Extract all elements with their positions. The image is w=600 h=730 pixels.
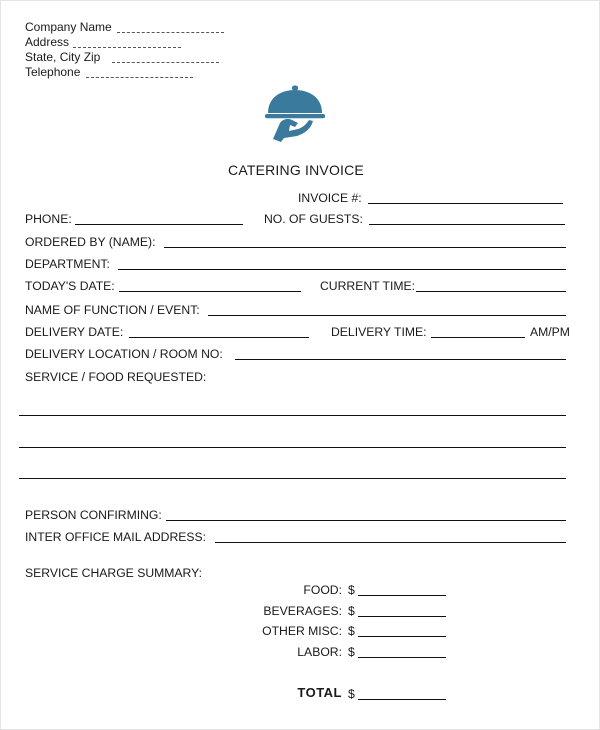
- city-label: State, City Zip: [25, 50, 101, 64]
- telephone-label: Telephone: [25, 65, 81, 79]
- delivery-date-field[interactable]: [129, 337, 309, 338]
- ampm-label: AM/PM: [530, 325, 570, 339]
- page-title: CATERING INVOICE: [228, 162, 364, 178]
- service-requested-label: SERVICE / FOOD REQUESTED:: [25, 370, 207, 384]
- labor-currency: $: [348, 645, 355, 659]
- department-label: DEPARTMENT:: [25, 257, 110, 271]
- function-label: NAME OF FUNCTION / EVENT:: [25, 303, 200, 317]
- delivery-location-label: DELIVERY LOCATION / ROOM NO:: [25, 347, 223, 361]
- delivery-time-label: DELIVERY TIME:: [331, 325, 427, 339]
- serving-tray-hand-icon: [262, 79, 328, 147]
- beverages-amount-field[interactable]: [358, 616, 446, 617]
- other-misc-amount-field[interactable]: [358, 636, 446, 637]
- other-misc-label: OTHER MISC:: [262, 624, 342, 638]
- beverages-label: BEVERAGES:: [263, 604, 342, 618]
- service-line-1[interactable]: [19, 415, 566, 416]
- food-currency: $: [348, 583, 355, 597]
- person-confirming-label: PERSON CONFIRMING:: [25, 508, 162, 522]
- delivery-date-label: DELIVERY DATE:: [25, 325, 124, 339]
- invoice-number-field[interactable]: [368, 203, 563, 204]
- phone-field[interactable]: [75, 224, 243, 225]
- address-label: Address: [25, 35, 70, 49]
- guests-field[interactable]: [369, 224, 565, 225]
- function-field[interactable]: [208, 315, 566, 316]
- service-line-3[interactable]: [19, 478, 566, 479]
- phone-label: PHONE:: [25, 212, 72, 226]
- city-line[interactable]: [112, 62, 219, 63]
- summary-heading: SERVICE CHARGE SUMMARY:: [25, 566, 202, 580]
- beverages-currency: $: [348, 604, 355, 618]
- food-label: FOOD:: [303, 583, 342, 597]
- ordered-by-label: ORDERED BY (NAME):: [25, 235, 156, 249]
- mail-address-label: INTER OFFICE MAIL ADDRESS:: [25, 530, 207, 544]
- department-field[interactable]: [118, 269, 566, 270]
- company-name-label: Company Name: [25, 20, 112, 34]
- ordered-by-field[interactable]: [164, 247, 566, 248]
- total-currency: $: [348, 687, 355, 701]
- address-line[interactable]: [73, 47, 181, 48]
- mail-address-field[interactable]: [215, 542, 566, 543]
- delivery-time-field[interactable]: [431, 337, 525, 338]
- todays-date-label: TODAY'S DATE:: [25, 279, 115, 293]
- guests-label: NO. OF GUESTS:: [264, 212, 363, 226]
- telephone-line[interactable]: [86, 77, 193, 78]
- total-amount-field[interactable]: [358, 699, 446, 700]
- delivery-location-field[interactable]: [235, 359, 566, 360]
- todays-date-field[interactable]: [119, 291, 301, 292]
- labor-label: LABOR:: [297, 645, 342, 659]
- other-misc-currency: $: [348, 624, 355, 638]
- current-time-label: CURRENT TIME:: [320, 279, 416, 293]
- company-name-line[interactable]: [117, 32, 224, 33]
- current-time-field[interactable]: [416, 291, 566, 292]
- person-confirming-field[interactable]: [166, 520, 566, 521]
- labor-amount-field[interactable]: [358, 657, 446, 658]
- food-amount-field[interactable]: [358, 595, 446, 596]
- total-label: TOTAL: [297, 685, 342, 700]
- service-line-2[interactable]: [19, 447, 566, 448]
- invoice-number-label: INVOICE #:: [298, 191, 362, 205]
